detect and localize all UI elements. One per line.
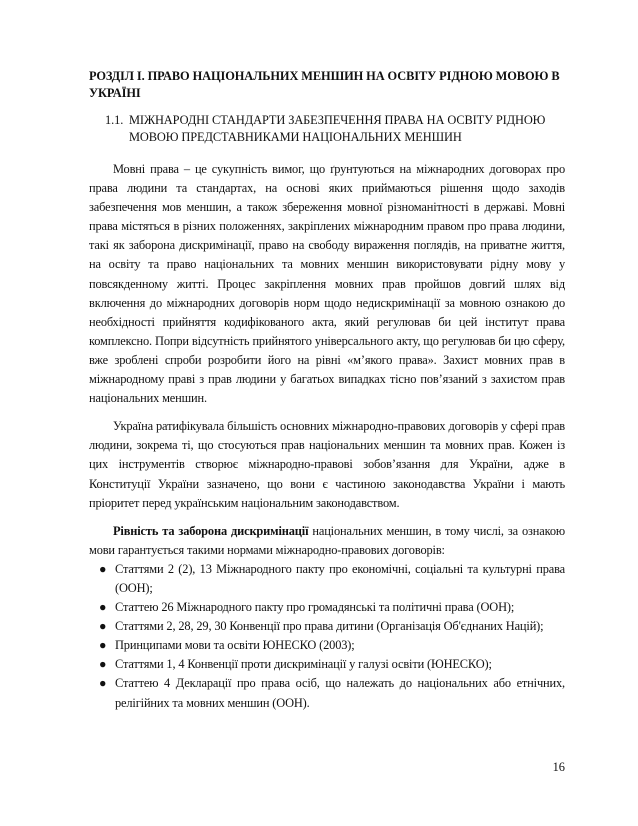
- list-item: [89, 560, 565, 598]
- list-item-text: Статтею 4 Декларації про права осіб, що належать до національних або етнічних, релігійних та мовних меншин (ООН).: [115, 676, 565, 710]
- subsection-title: МІЖНАРОДНІ СТАНДАРТИ ЗАБЕЗПЕЧЕННЯ ПРАВА НА ОСВІТУ РІДНОЮ МОВОЮ ПРЕДСТАВНИКАМИ НАЦІОНАЛЬНИХ МЕНШИН: [129, 113, 546, 144]
- bullet-icon: ●: [99, 676, 107, 691]
- list-item-text: Принципами мови та освіти ЮНЕСКО (2003);: [115, 638, 355, 653]
- paragraph-3: [89, 522, 565, 560]
- list-item-text: Статтями 1, 4 Конвенції проти дискримінації у галузі освіти (ЮНЕСКО);: [115, 657, 492, 672]
- list-item: [89, 598, 565, 617]
- treaty-list: [89, 560, 565, 713]
- list-item-text: Статтею 26 Міжнародного пакту про громадянські та політичні права (ООН);: [115, 600, 515, 615]
- list-item: [89, 655, 565, 674]
- list-item: [89, 617, 565, 636]
- list-item: [89, 636, 565, 655]
- list-item: [89, 674, 565, 712]
- paragraph-1: Мовні права – це сукупність вимог, що ґрунтуються на міжнародних договорах про права людини та стандартах, на основі яких приймаються рішення щодо заходів забезпечення мов меншин, а також збереження мовної різноманітності в державі. Мовні права містяться в різних положеннях, закріплених міжнародним правом про права людини, такі як заборона дискримінації, право на свободу вираження поглядів, на приватне життя, на освіту та право національних та мовних меншин використовувати рідну мову у повсякденному житті. Процес закріплення мовних прав пройшов довгий шлях від включення до міжнародних договорів норм щодо недискримінації за мовною ознакою до необхідності прийняття кодифікованого акта, який регулював би цей інститут права комплексно. Попри відсутність прийнятого універсального акту, що регулював би цю сферу, вже зроблені спроби розробити його на рівні «м’якого права». Захист мовних прав в міжнародному праві з прав людини у багатьох випадках тісно пов’язаний з захистом прав національних меншин.: [89, 162, 565, 406]
- list-item-text: Статтями 2 (2), 13 Міжнародного пакту про економічні, соціальні та культурні права (ООН);: [115, 561, 565, 595]
- subsection-number: 1.1.: [105, 113, 124, 127]
- bullet-icon: ●: [99, 600, 107, 615]
- page-number: 16: [552, 760, 565, 774]
- bullet-icon: ●: [99, 657, 107, 672]
- subsection-heading: [105, 112, 565, 146]
- paragraph-3-bold-lead: Рівність та заборона дискримінації: [113, 523, 309, 538]
- page-content: [89, 68, 565, 713]
- paragraph-3-text: національних меншин, в тому числі, за ознакою мови гарантується такими нормами міжнародно-правових договорів:: [89, 523, 565, 557]
- list-item-text: Статтями 2, 28, 29, 30 Конвенції про права дитини (Організація Об'єднаних Націй);: [115, 619, 544, 634]
- bullet-icon: ●: [99, 561, 107, 576]
- bullet-icon: ●: [99, 638, 107, 653]
- bullet-icon: ●: [99, 619, 107, 634]
- paragraph-2: Україна ратифікувала більшість основних міжнародно-правових договорів у сфері прав людини, зокрема ті, що стосуються прав національних меншин та мовних прав. Кожен із цих інструментів створює міжнародно-правові зобов’язання для України, адже в Конституції України зазначено, що вони є частиною законодавства України і мають пріоритет перед українським національним законодавством.: [89, 419, 565, 510]
- section-heading: РОЗДІЛ І. ПРАВО НАЦІОНАЛЬНИХ МЕНШИН НА ОСВІТУ РІДНОЮ МОВОЮ В УКРАЇНІ: [89, 69, 560, 100]
